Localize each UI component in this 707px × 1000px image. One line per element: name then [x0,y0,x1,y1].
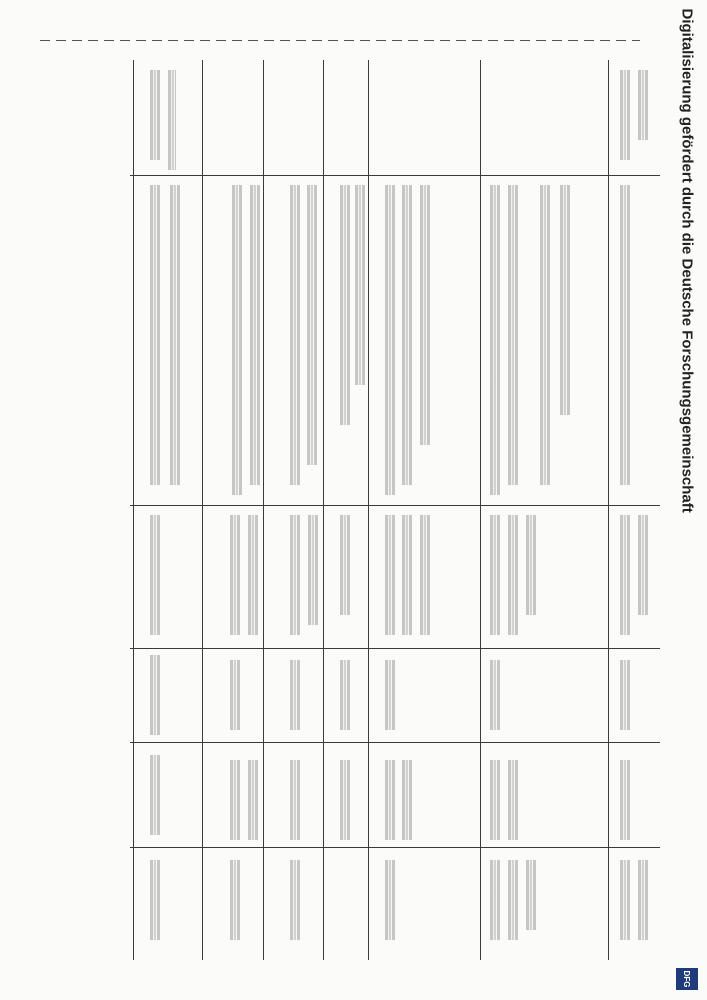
rotated-text [402,185,412,485]
rotated-text [620,70,630,160]
rotated-text [248,515,258,635]
table-rule [480,60,481,960]
rotated-text [638,515,648,615]
rotated-text [168,70,176,170]
rotated-text [170,185,180,485]
table-rule [130,175,660,176]
table-rule [130,648,660,649]
rotated-text [526,515,536,615]
table-rule [130,742,660,743]
rotated-text [232,185,242,495]
rotated-text [290,660,300,730]
rotated-text [248,760,258,840]
rotated-text [250,185,260,485]
rotated-text [290,760,300,840]
table-rule [130,847,660,848]
table-rule [202,60,203,960]
rotated-text [340,660,350,730]
rotated-text [150,515,160,635]
table-rule [130,505,660,506]
rotated-text [355,185,365,385]
top-margin-rule [40,40,640,41]
rotated-text [340,515,350,615]
rotated-text [385,660,395,730]
rotated-text [420,515,430,635]
table-rule [323,60,324,960]
rotated-text [230,760,240,840]
table-rule [263,60,264,960]
rotated-text [490,760,500,840]
table-rule [133,60,134,960]
rotated-text [508,860,518,940]
rotated-text [420,185,430,445]
rotated-text [508,760,518,840]
rotated-text [402,515,412,635]
rotated-text [290,515,300,635]
rotated-text [540,185,550,485]
table-rule [368,60,369,960]
rotated-text [150,185,160,485]
rotated-text [508,515,518,635]
rotated-text [620,515,630,635]
rotated-text [230,515,240,635]
rotated-text [526,860,536,930]
rotated-text [340,185,350,425]
rotated-text [508,185,518,485]
rotated-text [638,860,648,940]
rotated-text [490,515,500,635]
rotated-text [308,515,318,625]
rotated-text [490,185,500,495]
rotated-text [150,860,160,940]
rotated-text [150,755,160,835]
rotated-text [385,760,395,840]
digitization-footer [672,0,702,1000]
rotated-text [290,185,300,485]
rotated-text [385,515,395,635]
rotated-text [490,660,500,730]
rotated-text [385,860,395,940]
rotated-text [340,760,350,840]
rotated-text [620,185,630,485]
rotated-text [620,860,630,940]
rotated-text [385,185,395,495]
rotated-text [490,860,500,940]
rotated-text [150,70,160,160]
rotated-text [150,655,160,735]
rotated-text [230,860,240,940]
rotated-text [638,70,648,140]
rotated-text [290,860,300,940]
rotated-text [620,760,630,840]
rotated-text [307,185,317,465]
dfg-logo: DFG [676,968,698,990]
rotated-text [620,660,630,730]
digitization-notice: Digitalisierung gefördert durch die Deutsche Forschungsgemeinschaft [678,8,696,513]
rotated-text [230,660,240,730]
rotated-text [560,185,570,415]
table-rule [608,60,609,960]
rotated-text [402,760,412,840]
